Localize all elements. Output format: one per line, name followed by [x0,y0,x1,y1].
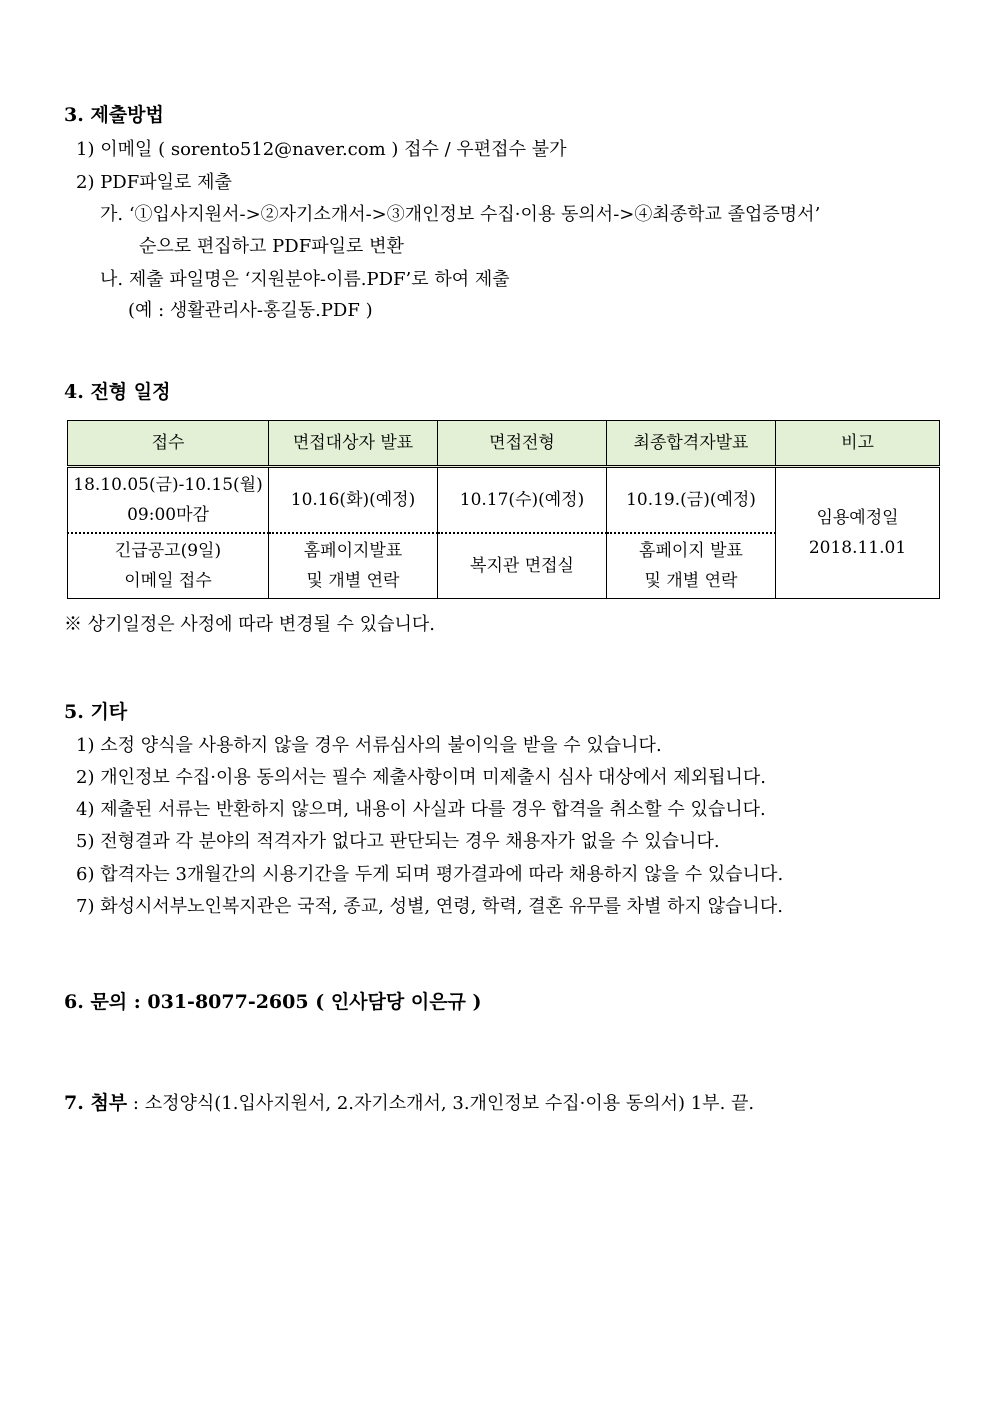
section-6-contact: 6. 문의 : 031-8077-2605 ( 인사담당 이은규 ) [64,991,482,1013]
s3-line: 순으로 편집하고 PDF파일로 변환 [139,236,404,257]
list-item: 6) 합격자는 3개월간의 시용기간을 두게 되며 평가결과에 따라 채용하지 않을 수 있습니다. [76,864,784,885]
header-cell: 최종합격자발표 [607,421,776,467]
cell: 10.16(화)(예정) [269,467,438,534]
cell-text: 홈페이지 발표 [639,541,743,561]
s3-line: 가. ‘①입사지원서->②자기소개서->③개인정보 수집·이용 동의서->④최종학교 졸업증명서’ [100,204,821,225]
attachment-text: : 소정양식(1.입사지원서, 2.자기소개서, 3.개인정보 수집·이용 동의서) 1부. 끝. [132,1093,755,1114]
cell-text: 2018.11.01 [808,538,907,558]
s3-line: (예 : 생활관리사-홍길동.PDF ) [128,300,373,321]
header-cell: 면접대상자 발표 [269,421,438,467]
list-item: 5) 전형결과 각 분야의 적격자가 없다고 판단되는 경우 채용자가 없을 수 있습니다. [76,831,720,852]
cell-text: 홈페이지발표 [303,541,403,561]
cell [269,533,438,599]
cell-text: 09:00마감 [127,505,209,525]
list-item: 1) 소정 양식을 사용하지 않을 경우 서류심사의 불이익을 받을 수 있습니다. [76,735,662,756]
header-cell: 비고 [776,421,940,467]
cell [607,533,776,599]
cell-text: 18.10.05(금)-10.15(월) [73,475,263,495]
schedule-note: ※ 상기일정은 사정에 따라 변경될 수 있습니다. [64,614,436,635]
s3-line: 1) 이메일 ( sorento512@naver.com ) 접수 / 우편접수 불가 [76,139,567,160]
section-7-title: 7. 첨부 [64,1092,128,1114]
header-cell: 접수 [68,421,269,467]
cell [68,533,269,599]
section-4-title: 4. 전형 일정 [64,381,171,403]
s3-line: 2) PDF파일로 제출 [76,172,232,193]
cell-text: 및 개별 연락 [306,571,400,591]
remark-cell [776,467,940,599]
list-item: 4) 제출된 서류는 반환하지 않으며, 내용이 사실과 다를 경우 합격을 취소할 수 있습니다. [76,799,766,820]
cell: 복지관 면접실 [438,533,607,599]
list-item: 2) 개인정보 수집·이용 동의서는 필수 제출사항이며 미제출시 심사 대상에서 제외됩니다. [76,767,766,788]
cell-text: 이메일 접수 [124,571,212,591]
list-item: 7) 화성시서부노인복지관은 국적, 종교, 성별, 연령, 학력, 결혼 유무를 차별 하지 않습니다. [76,896,783,917]
schedule-table [67,420,940,599]
cell-text: 임용예정일 [816,508,899,528]
cell: 10.19.(금)(예정) [607,467,776,534]
s3-line: 나. 제출 파일명은 ‘지원분야-이름.PDF’로 하여 제출 [100,269,510,290]
cell [68,467,269,534]
cell: 10.17(수)(예정) [438,467,607,534]
cell-text: 긴급공고(9일) [114,541,222,561]
section-5-title: 5. 기타 [64,701,128,723]
section-7 [64,1092,754,1115]
cell-text: 및 개별 연락 [644,571,738,591]
header-cell: 면접전형 [438,421,607,467]
section-3-title: 3. 제출방법 [64,104,164,126]
